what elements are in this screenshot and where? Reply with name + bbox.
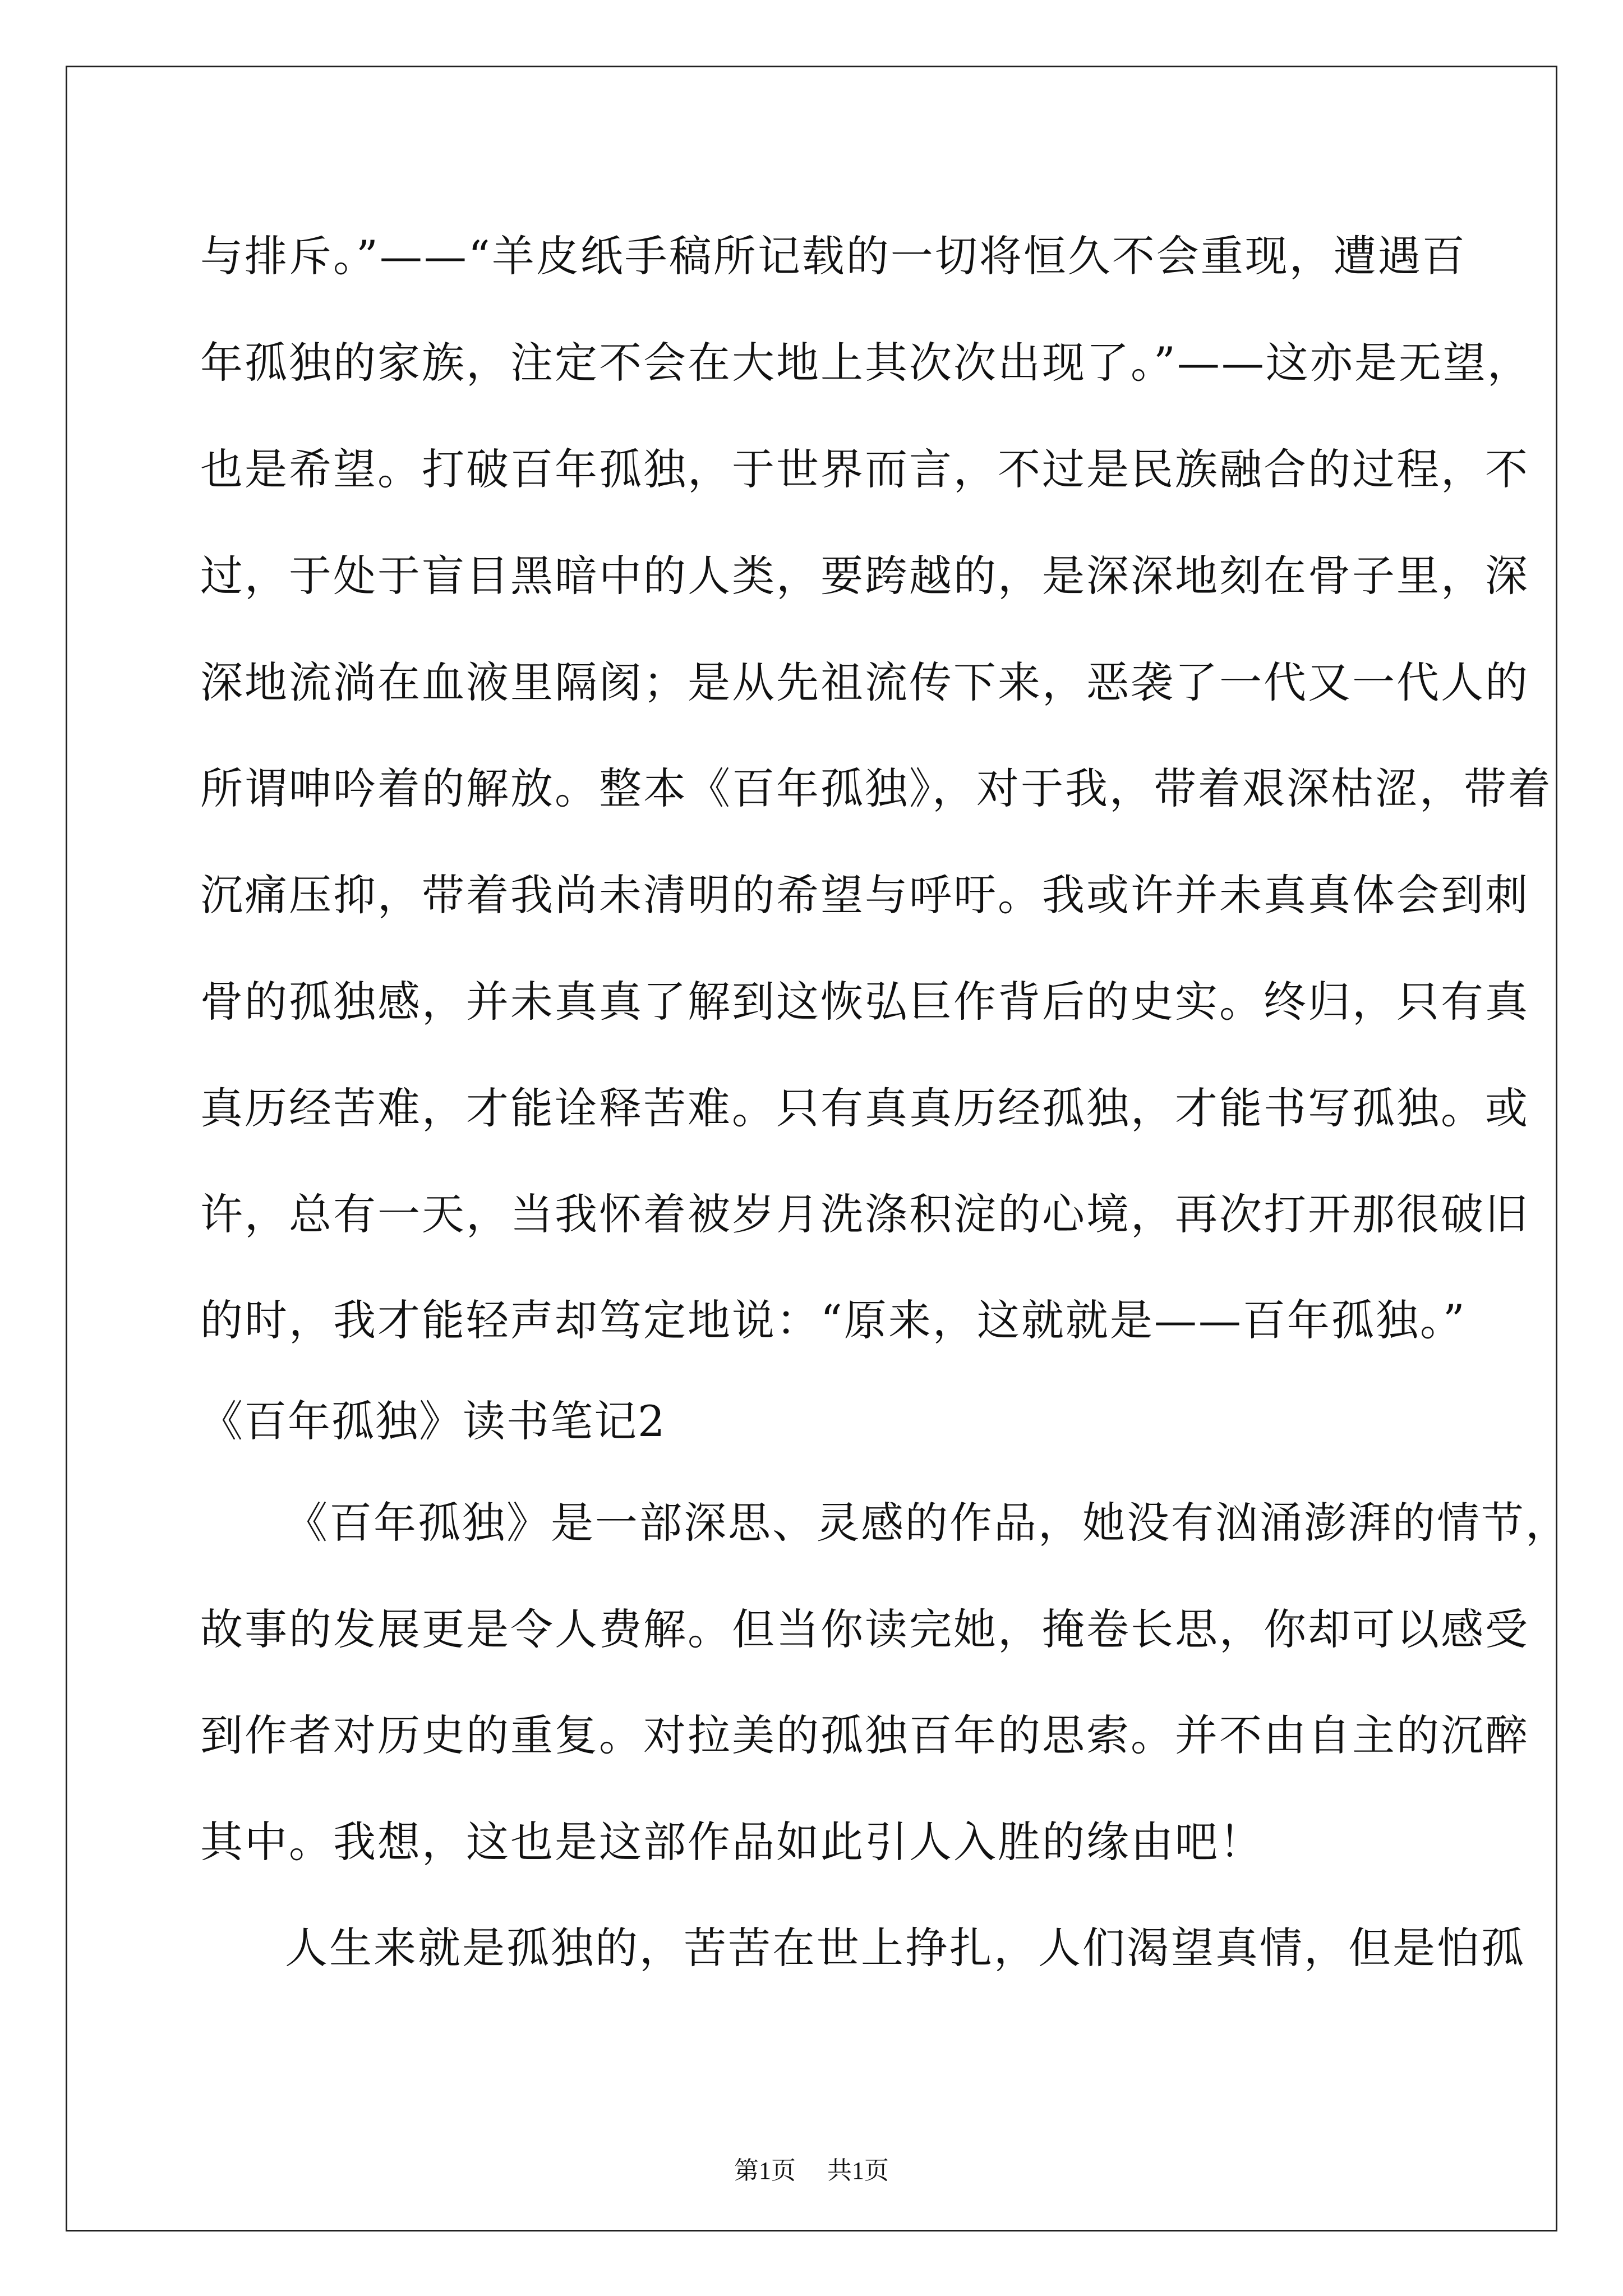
text-line: 人生来就是孤独的，苦苦在世上挣扎，人们渴望真情，但是怕孤 <box>285 1923 1525 1973</box>
text-line: 过，于处于盲目黑暗中的人类，要跨越的，是深深地刻在骨子里，深 <box>200 551 1529 601</box>
text-line: 骨的孤独感，并未真真了解到这恢弘巨作背后的史实。终归，只有真 <box>200 977 1529 1027</box>
text-line: 也是希望。打破百年孤独，于世界而言，不过是民族融合的过程，不 <box>200 444 1529 494</box>
text-line: 《百年孤独》是一部深思、灵感的作品，她没有汹涌澎湃的情节， <box>285 1498 1570 1548</box>
page-number-current: 第1页 <box>734 2157 796 2184</box>
text-line: 真历经苦难，才能诠释苦难。只有真真历经孤独，才能书写孤独。或 <box>200 1083 1529 1133</box>
text-line: 深地流淌在血液里隔阂；是从先祖流传下来，恶袭了一代又一代人的 <box>200 657 1529 707</box>
page-footer <box>0 2154 1623 2188</box>
text-line: 故事的发展更是令人费解。但当你读完她，掩卷长思，你却可以感受 <box>200 1604 1529 1654</box>
text-line: 的时，我才能轻声却笃定地说：“原来，这就就是——百年孤独。” <box>200 1295 1467 1345</box>
text-line: 沉痛压抑，带着我尚未清明的希望与呼吁。我或许并未真真体会到刺 <box>200 870 1529 920</box>
text-line: 年孤独的家族，注定不会在大地上其次次出现了。”——这亦是无望， <box>200 338 1532 388</box>
text-line: 到作者对历史的重复。对拉美的孤独百年的思索。并不由自主的沉醉 <box>200 1710 1529 1760</box>
text-line: 与排斥。”——“羊皮纸手稿所记载的一切将恒久不会重现，遭遇百 <box>200 231 1467 281</box>
section-heading: 《百年孤独》读书笔记2 <box>200 1396 666 1446</box>
text-line: 所谓呻吟着的解放。整本《百年孤独》，对于我，带着艰深枯涩，带着 <box>200 763 1552 813</box>
text-line: 许，总有一天，当我怀着被岁月洗涤积淀的心境，再次打开那很破旧 <box>200 1189 1529 1239</box>
text-line: 其中。我想，这也是这部作品如此引人入胜的缘由吧！ <box>200 1817 1264 1867</box>
page-number-total: 共1页 <box>827 2157 889 2184</box>
